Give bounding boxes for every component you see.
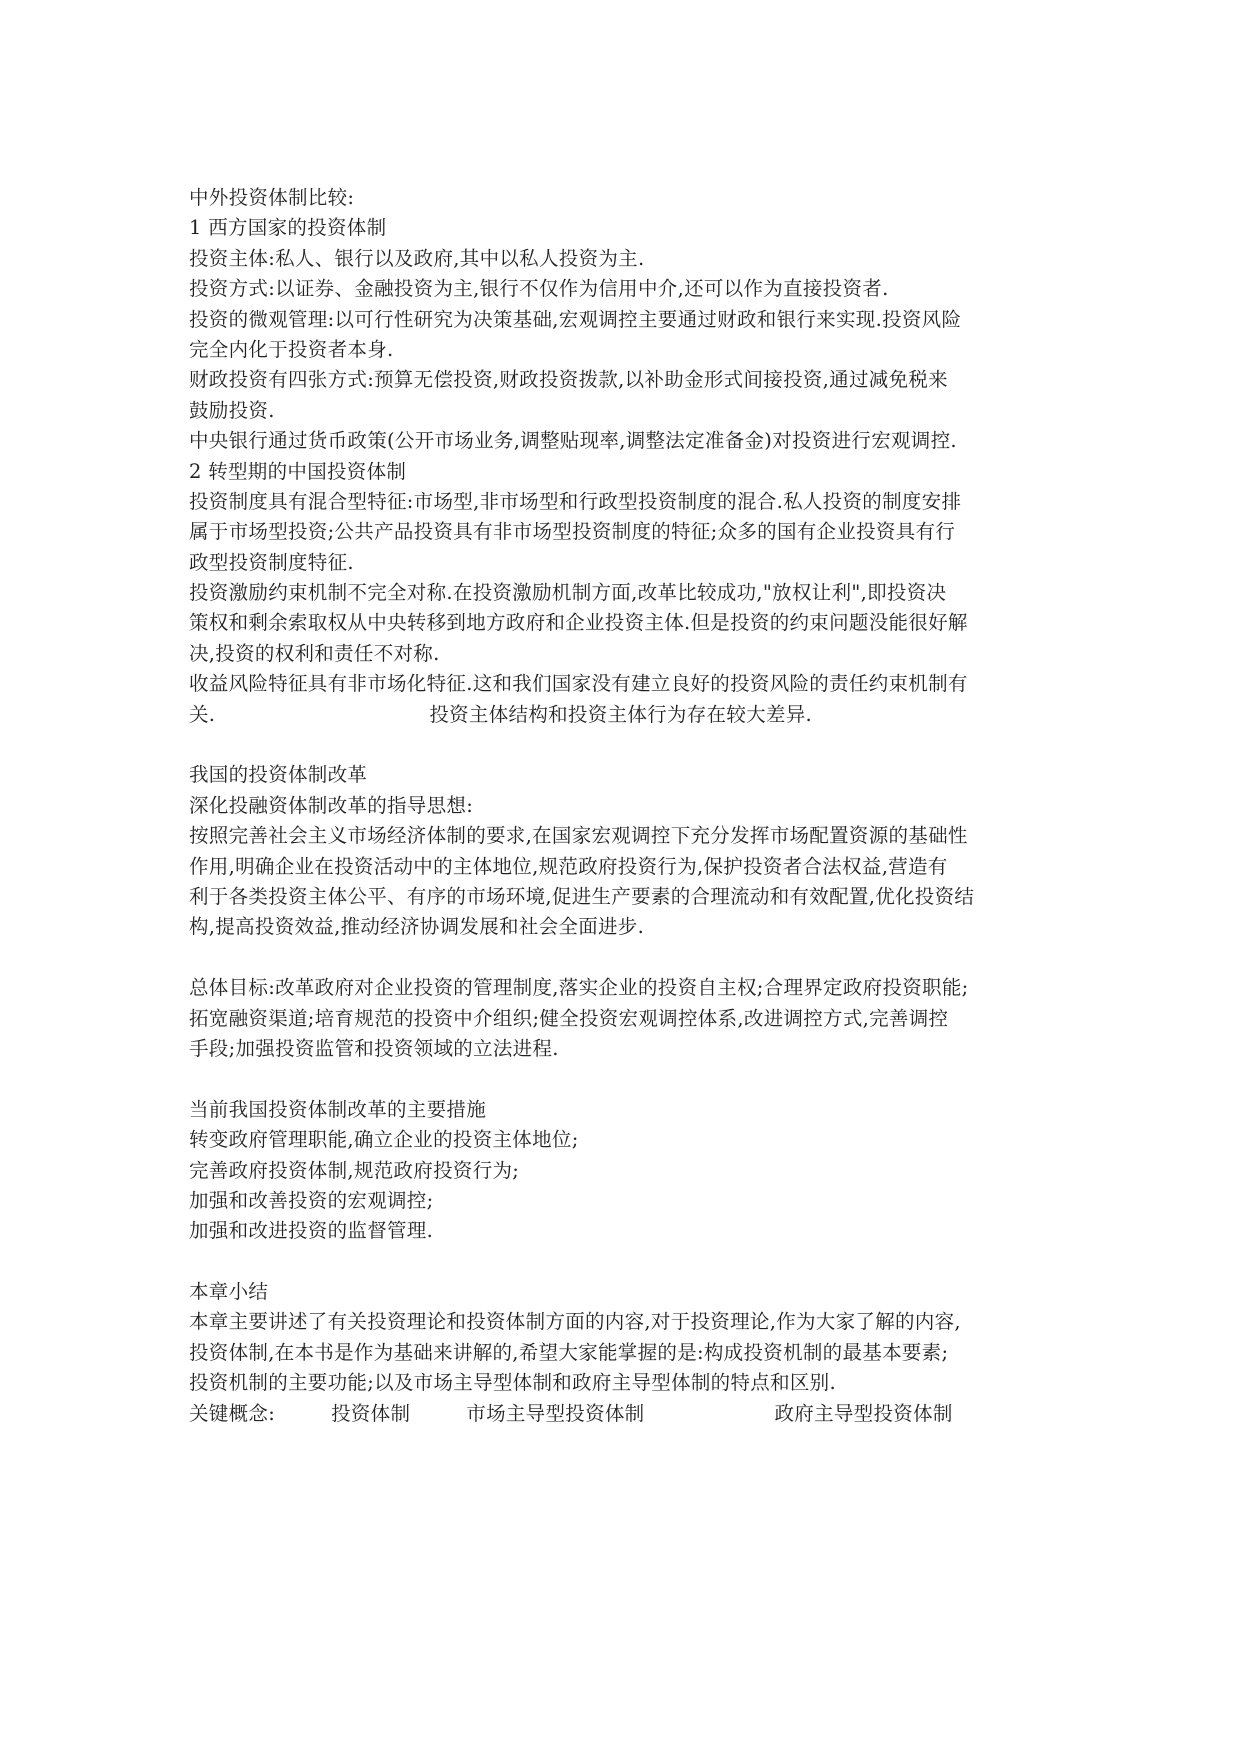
paragraph-risk-line2 [189, 700, 1069, 730]
subheading-western-system: 1 西方国家的投资体制 [189, 216, 387, 240]
paragraph-investment-method: 投资方式:以证券、金融投资为主,银行不仅作为信用中介,还可以作为直接投资者. [189, 277, 889, 301]
paragraph-summary-line1: 本章主要讲述了有关投资理论和投资体制方面的内容,对于投资理论,作为大家了解的内容, [189, 1310, 961, 1334]
paragraph-micro-management-line1: 投资的微观管理:以可行性研究为决策基础,宏观调控主要通过财政和银行来实现.投资风险 [189, 307, 962, 331]
section-heading-summary: 本章小结 [189, 1280, 269, 1304]
blank-line [189, 943, 1069, 973]
blank-line [189, 1247, 1069, 1277]
paragraph-incentive-line3: 决,投资的权利和责任不对称. [189, 641, 440, 665]
list-item-measure: 加强和改进投资的监督管理. [189, 1219, 434, 1243]
risk-line2-part-a: 关. [189, 702, 216, 726]
subheading-china-system: 2 转型期的中国投资体制 [189, 459, 407, 483]
key-concept-item: 投资体制 [331, 1401, 411, 1425]
list-item-measure: 完善政府投资体制,规范政府投资行为; [189, 1158, 520, 1182]
paragraph-goal-line1: 总体目标:改革政府对企业投资的管理制度,落实企业的投资自主权;合理界定政府投资职能; [189, 976, 969, 1000]
paragraph-mixed-type-line2: 属于市场型投资;公共产品投资具有非市场型投资制度的特征;众多的国有企业投资具有行 [189, 520, 956, 544]
list-item-measure: 转变政府管理职能,确立企业的投资主体地位; [189, 1128, 579, 1152]
paragraph-mixed-type-line3: 政型投资制度特征. [189, 550, 354, 574]
key-concepts-row [189, 1399, 1069, 1429]
document-body [189, 183, 1069, 1429]
blank-line [189, 1064, 1069, 1094]
paragraph-guiding-line2: 作用,明确企业在投资活动中的主体地位,规范政府投资行为,保护投资者合法权益,营造有 [189, 854, 948, 878]
paragraph-summary-line3: 投资机制的主要功能;以及市场主导型体制和政府主导型体制的特点和区别. [189, 1371, 836, 1395]
paragraph-fiscal-investment-line2: 鼓励投资. [189, 398, 275, 422]
paragraph-micro-management-line2: 完全内化于投资者本身. [189, 337, 394, 361]
section-heading-reform: 我国的投资体制改革 [189, 763, 368, 787]
paragraph-guiding-line4: 构,提高投资效益,推动经济协调发展和社会全面进步. [189, 915, 645, 939]
subheading-guiding-thought: 深化投融资体制改革的指导思想: [189, 793, 474, 817]
list-item-measure: 加强和改善投资的宏观调控; [189, 1188, 434, 1212]
paragraph-goal-line2: 拓宽融资渠道;培育规范的投资中介组织;健全投资宏观调控体系,改进调控方式,完善调控 [189, 1006, 949, 1030]
paragraph-goal-line3: 手段;加强投资监管和投资领域的立法进程. [189, 1036, 559, 1060]
paragraph-central-bank: 中央银行通过货币政策(公开市场业务,调整贴现率,调整法定准备金)对投资进行宏观调控. [189, 429, 957, 453]
blank-line [189, 730, 1069, 760]
paragraph-risk-line1: 收益风险特征具有非市场化特征.这和我们国家没有建立良好的投资风险的责任约束机制有 [189, 672, 968, 696]
section-heading-comparison: 中外投资体制比较: [189, 186, 355, 209]
subheading-main-measures: 当前我国投资体制改革的主要措施 [189, 1097, 487, 1121]
key-concept-item: 市场主导型投资体制 [466, 1401, 645, 1425]
paragraph-fiscal-investment-line1: 财政投资有四张方式:预算无偿投资,财政投资拨款,以补助金形式间接投资,通过减免税来 [189, 368, 948, 392]
risk-line2-part-b: 投资主体结构和投资主体行为存在较大差异. [429, 702, 813, 726]
paragraph-guiding-line1: 按照完善社会主义市场经济体制的要求,在国家宏观调控下充分发挥市场配置资源的基础性 [189, 824, 968, 848]
paragraph-investment-subject: 投资主体:私人、银行以及政府,其中以私人投资为主. [189, 246, 645, 270]
paragraph-summary-line2: 投资体制,在本书是作为基础来讲解的,希望大家能掌握的是:构成投资机制的最基本要素; [189, 1340, 949, 1364]
paragraph-incentive-line2: 策权和剩余索取权从中央转移到地方政府和企业投资主体.但是投资的约束问题没能很好解 [189, 611, 968, 635]
key-concepts-label: 关键概念: [189, 1401, 276, 1425]
paragraph-incentive-line1: 投资激励约束机制不完全对称.在投资激励机制方面,改革比较成功,"放权让利",即投资决 [189, 581, 947, 605]
paragraph-mixed-type-line1: 投资制度具有混合型特征:市场型,非市场型和行政型投资制度的混合.私人投资的制度安排 [189, 489, 962, 513]
paragraph-guiding-line3: 利于各类投资主体公平、有序的市场环境,促进生产要素的合理流动和有效配置,优化投资结 [189, 884, 975, 908]
key-concept-item: 政府主导型投资体制 [774, 1401, 953, 1425]
